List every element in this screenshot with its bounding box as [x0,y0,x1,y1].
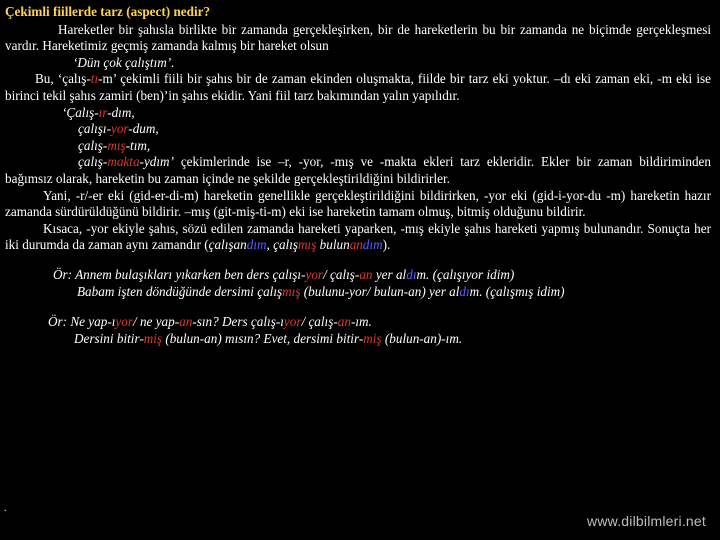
example-line [53,267,711,284]
suffix-highlight: an [359,266,373,282]
suffix-highlight: miş [363,330,382,346]
text-segment: ‘Çalış- [62,104,99,120]
suffix-highlight: ır [98,104,108,120]
example-block-1 [5,267,711,300]
conjugation-line-3 [5,138,711,155]
example-line [48,331,711,348]
text-segment: m. (çalışıyor idim) [416,266,515,282]
suffix-highlight: dım [362,237,383,253]
suffix-highlight: an [349,237,363,253]
text-segment: çalışan [208,237,247,253]
text-segment: -tım, [125,137,151,153]
text-segment: -dum, [128,121,159,137]
text-segment: -ydım’ [139,154,174,170]
text-segment: Babam işten döndüğünde dersimi çalış [77,283,283,299]
suffix-highlight: yor [283,314,302,330]
text-segment: Ör: Ne yap-ı [48,314,116,330]
suffix-highlight: miş [143,330,163,346]
suffix-highlight: mış [298,237,317,253]
text-segment: çalış- [78,154,108,170]
text-segment: , [266,237,274,253]
suffix-highlight: mış [107,137,126,153]
text-segment: Dersini bitir- [74,330,144,346]
text-segment: m. (çalışmış idim) [469,283,565,299]
suffix-highlight: yor [305,266,324,282]
suffix-highlight: makta [107,154,140,170]
suffix-highlight: dı [459,283,470,299]
conjugation-line-1 [5,105,711,122]
text-segment: çalış- [78,137,108,153]
example-quote: ‘Dün çok çalıştım’. [73,54,175,70]
suffix-highlight: an [179,314,193,330]
paragraph-suffix-meanings: Yani, -r/-er eki (gid-er-di-m) hareketin genellikle gerçekleştirildiğini bildirirken, -yor eki (gid-i-yor-du -m) hareketin hazır zamanda sürdürüldüğünü bildirir. –mış (git-miş-ti-m) eki ise hareketin tamam olmuş, bitmiş olduğunu bildirir. [5,187,711,220]
text-segment: yer al [372,266,407,282]
paragraph-intro: Hareketler bir şahısla birlikte bir zamanda gerçekleşirken, bir de hareketlerin bu bir zamanda ne biçimde gerçekleşmesi vardır. Hareketimiz geçmiş zamanda kalmış bir hareket olsun [5,21,711,54]
text-segment: / ne yap- [132,314,180,330]
suffix-highlight: dı [406,266,417,282]
example-line [48,314,711,331]
text-segment: -dım, [107,104,135,120]
paragraph-explanation [5,71,711,104]
text-segment: Ör: Annem bulaşıkları yıkarken ben ders çalışı- [53,266,306,282]
example-line [53,284,711,301]
conjugation-line-2 [5,121,711,138]
text-segment: (bulun-an)-ım. [381,330,463,346]
conjugation-line-4 [5,154,711,187]
text-segment: / çalış- [301,314,338,330]
text-segment: çekimlerinde ise –r, -yor, -mış ve -makta ekleri tarz ekleridir. Ekler bir zaman bildiriminden bağımsız olarak, hareketin bu zaman içinde ne şekilde gerçekleştirildiğini bildirirler. [5,154,711,186]
suffix-highlight: an [337,314,351,330]
text-segment: Kısaca, -yor ekiyle şahıs, sözü edilen zamanda hareketi yaparken, -mış ekiyle şahıs hareketi yapmış bulunandır. Sonuçta her iki durumda da zaman aynı zamandır ( [5,220,711,253]
text-segment: çalışı- [78,121,111,137]
text-segment: (bulunu-yor/ bulun-an) yer al [300,283,460,299]
page-title: Çekimli fiillerde tarz (aspect) nedir? [5,4,211,19]
document-body [5,4,711,347]
suffix-highlight: yor [115,314,133,330]
suffix-highlight: yor [110,121,129,137]
suffix-highlight: tı [90,71,99,87]
text-segment: / çalış- [323,266,360,282]
text-segment: bulun [319,237,350,253]
bullet-dot: . [4,503,7,515]
text-segment: (bulun-an) mısın? Evet, dersimi bitir- [162,330,364,346]
suffix-highlight: mış [282,283,301,299]
suffix-highlight: dım [246,237,267,253]
text-segment: ). [382,237,391,253]
text-segment: -ım. [350,314,372,330]
paragraph-summary [5,221,711,254]
site-watermark: www.dilbilmleri.net [587,513,706,530]
example-block-2 [5,314,711,347]
text-segment: -sın? Ders çalış-ı [192,314,284,330]
text-segment: -m’ çekimli fiili bir şahıs bir de zaman ekinden oluşmakta, fiilde bir tarz eki yoktur. –dı eki zaman eki, -m eki ise birinci tekil şahıs zamiri (ben)’in şahıs ekidir. Yani fiil tarz bakımından yalın yapılıdır. [5,71,711,103]
text-segment: Bu, ‘çalış- [35,71,91,87]
text-segment: çalış [273,237,299,253]
